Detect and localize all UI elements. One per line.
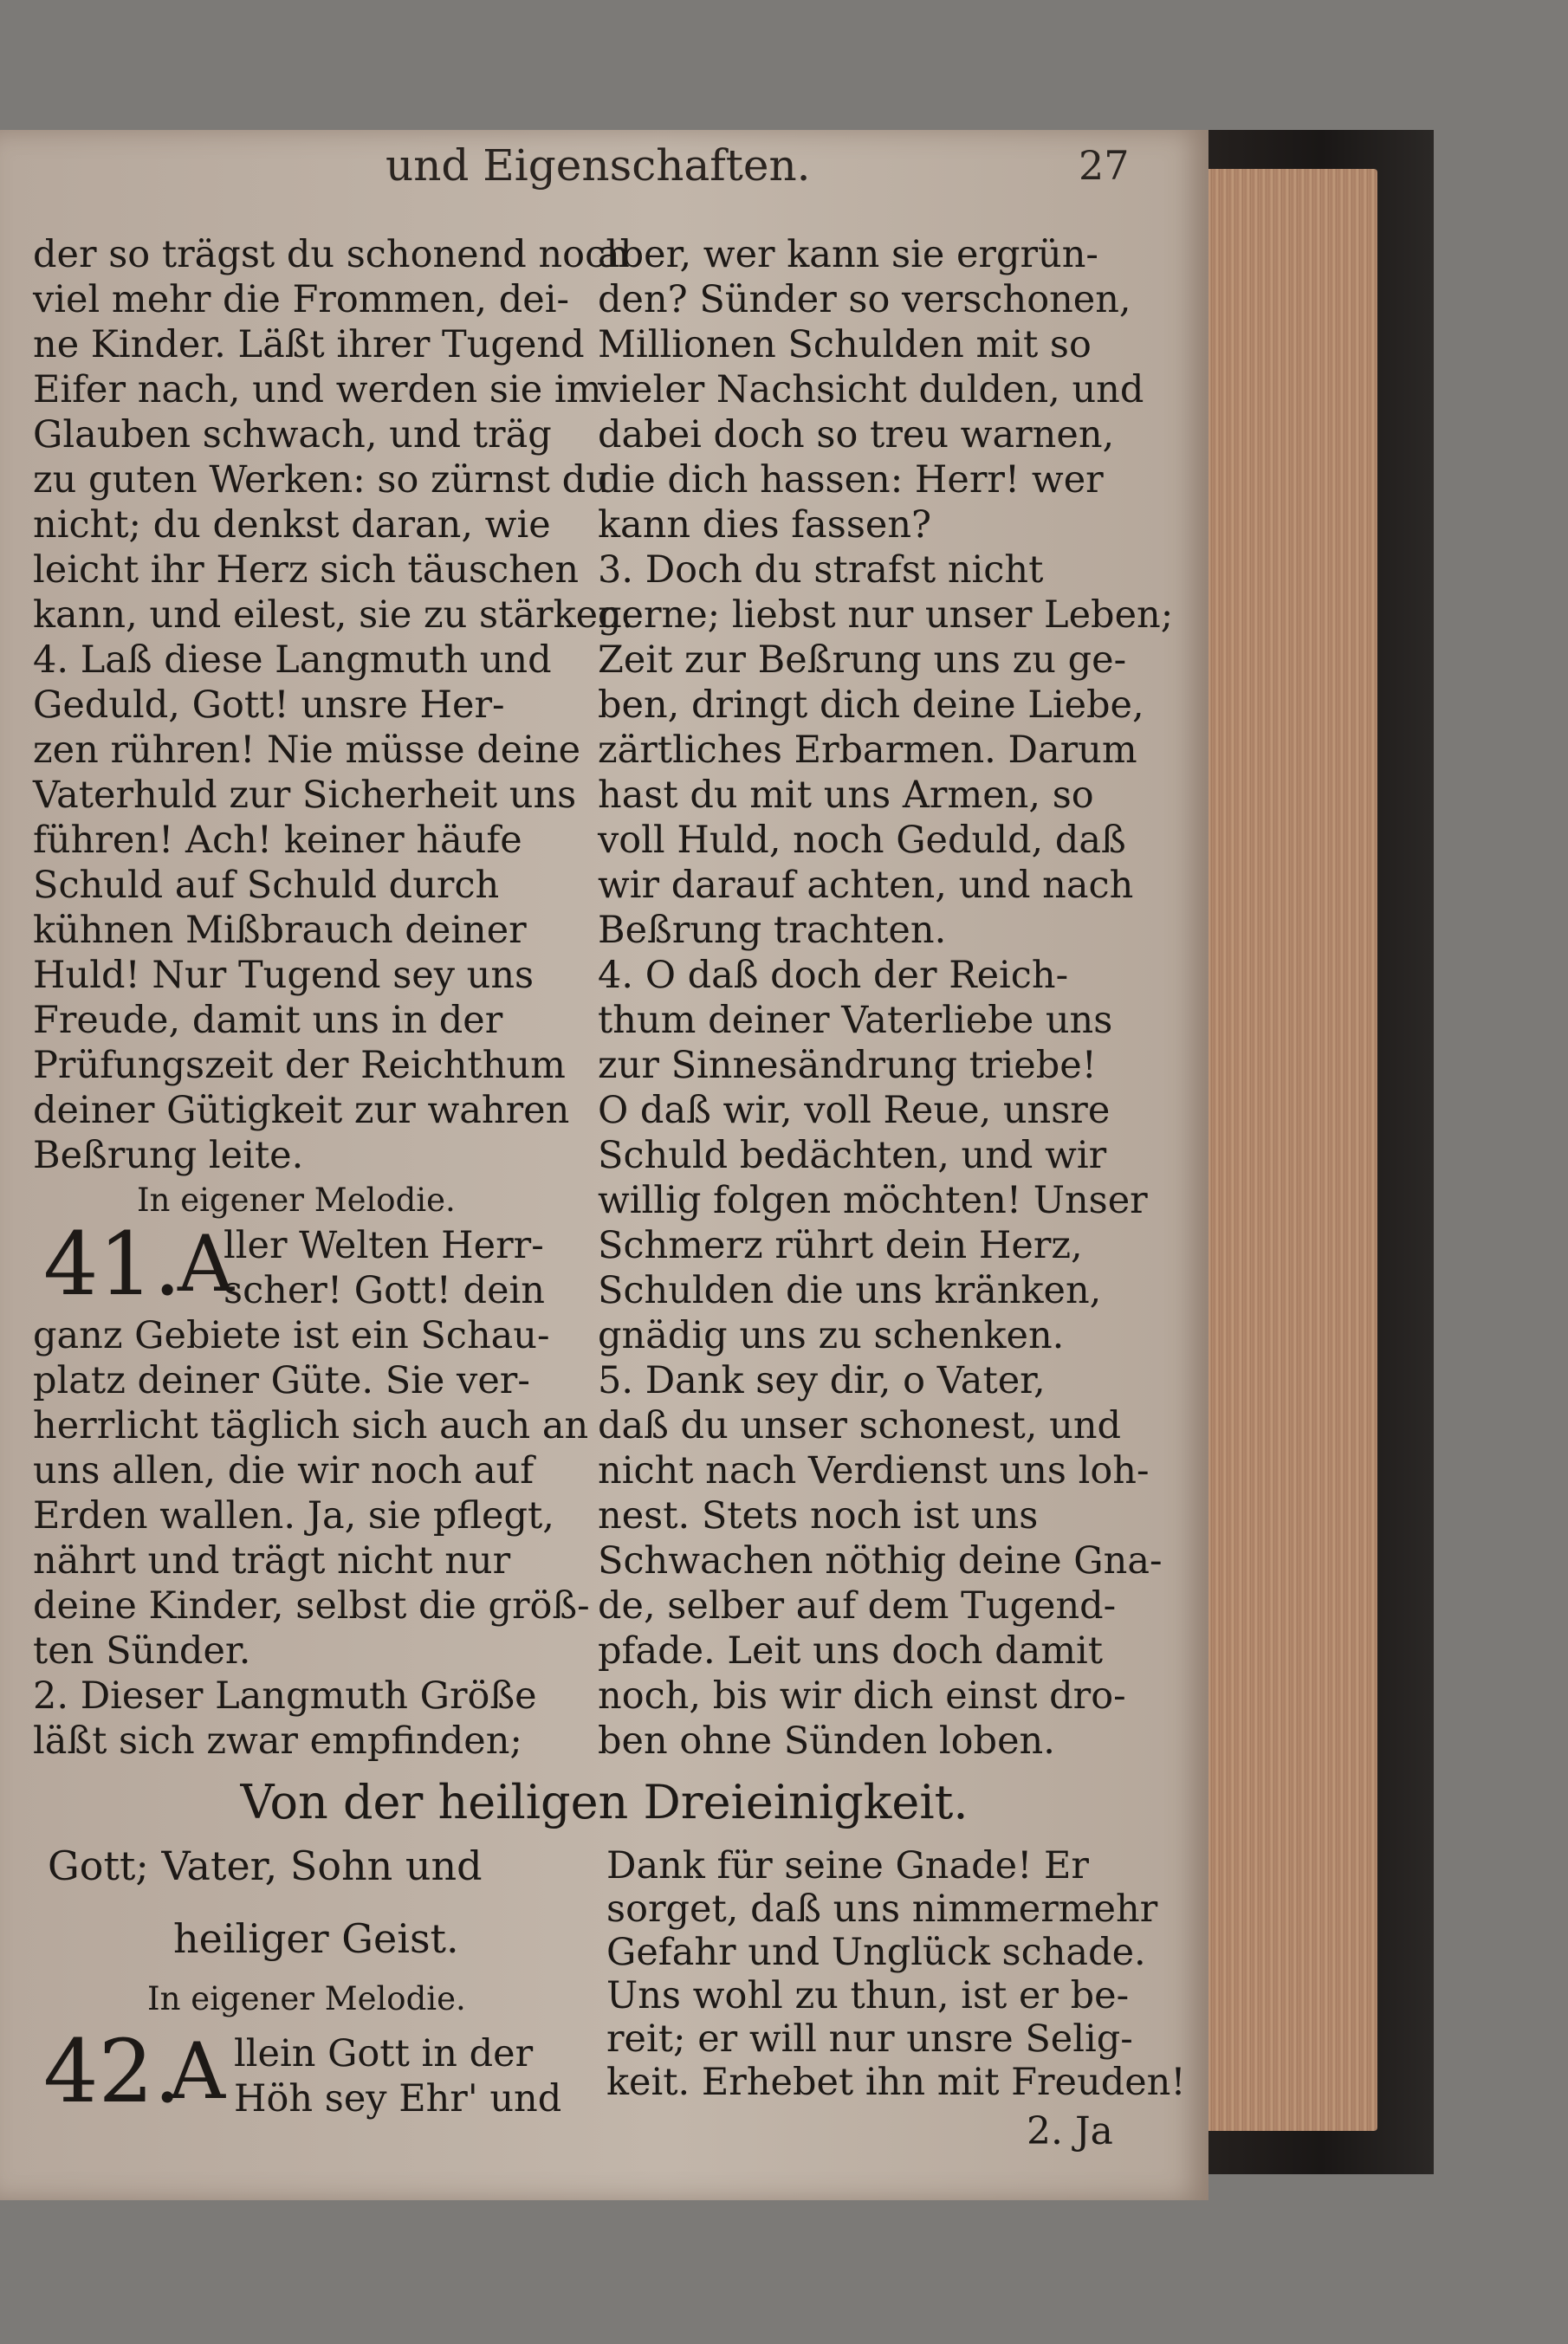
left-column-line: führen! Ach! keiner häufe xyxy=(33,819,522,862)
hymn-42-heading-line-1: Gott; Vater, Sohn und xyxy=(48,1842,483,1889)
right-bottom-line: reit; er will nur unsre Selig- xyxy=(606,2017,1133,2061)
right-column-line: dabei doch so treu warnen, xyxy=(598,413,1115,456)
right-column-line: de, selber auf dem Tugend- xyxy=(598,1584,1117,1628)
right-column-line: vieler Nachsicht dulden, und xyxy=(598,368,1144,411)
right-column-line: zärtliches Erbarmen. Darum xyxy=(598,728,1137,772)
right-column-line: voll Huld, noch Geduld, daß xyxy=(598,819,1126,862)
right-column-line: ben ohne Sünden loben. xyxy=(598,1719,1055,1763)
right-column-line: 3. Doch du strafst nicht xyxy=(598,548,1044,592)
right-column-line: den? Sünder so verschonen, xyxy=(598,278,1131,321)
right-column-line: die dich hassen: Herr! wer xyxy=(598,458,1104,502)
left-column-line: Prüfungszeit der Reichthum xyxy=(33,1044,566,1087)
right-column-line: pfade. Leit uns doch damit xyxy=(598,1629,1104,1673)
left-column-line: Huld! Nur Tugend sey uns xyxy=(33,954,535,997)
right-column-line: Beßrung trachten. xyxy=(598,909,947,952)
left-column-line: uns allen, die wir noch auf xyxy=(33,1449,535,1493)
left-column-line: 4. Laß diese Langmuth und xyxy=(33,638,552,682)
right-column-line: zur Sinnesändrung triebe! xyxy=(598,1044,1097,1087)
left-column-line: 2. Dieser Langmuth Größe xyxy=(33,1674,537,1718)
left-column-line: platz deiner Güte. Sie ver- xyxy=(33,1359,530,1402)
left-column-line: nährt und trägt nicht nur xyxy=(33,1539,511,1583)
hymn-41-initial: A xyxy=(178,1219,234,1310)
right-column-line: Schulden die uns kränken, xyxy=(598,1269,1102,1312)
left-column-line: ne Kinder. Läßt ihrer Tugend xyxy=(33,323,585,366)
right-column-line: kann dies fassen? xyxy=(598,503,932,547)
right-column-line: 4. O daß doch der Reich- xyxy=(598,954,1069,997)
left-column-line: zen rühren! Nie müsse deine xyxy=(33,728,581,772)
right-column-line: Zeit zur Beßrung uns zu ge- xyxy=(598,638,1127,682)
left-column-line: der so trägst du schonend noch xyxy=(33,233,630,276)
right-column-line: gerne; liebst nur unser Leben; xyxy=(598,593,1174,637)
hymn-42-line-2: Höh sey Ehr' und xyxy=(234,2077,562,2121)
left-column-line: In eigener Melodie. xyxy=(137,1182,456,1219)
right-column-line: Schuld bedächten, und wir xyxy=(598,1134,1107,1177)
right-column-line: wir darauf achten, und nach xyxy=(598,864,1134,907)
left-column-line: ganz Gebiete ist ein Schau- xyxy=(33,1314,550,1357)
left-column-line: Schuld auf Schuld durch xyxy=(33,864,500,907)
hymn-42-number: 42. xyxy=(43,2021,182,2122)
left-column-line: Geduld, Gott! unsre Her- xyxy=(33,683,505,727)
right-column-line: daß du unser schonest, und xyxy=(598,1404,1122,1447)
section-title: Von der heiligen Dreieinigkeit. xyxy=(240,1775,969,1829)
left-column-line: leicht ihr Herz sich täuschen xyxy=(33,548,580,592)
right-bottom-line: sorget, daß uns nimmermehr xyxy=(606,1888,1158,1931)
right-bottom-line: keit. Erhebet ihn mit Freuden! xyxy=(606,2061,1186,2104)
left-column-line: herrlicht täglich sich auch an xyxy=(33,1404,589,1447)
page-edges xyxy=(1204,169,1377,2131)
left-column-line: zu guten Werken: so zürnst du xyxy=(33,458,610,502)
left-column-line: Beßrung leite. xyxy=(33,1134,304,1177)
right-column-line: O daß wir, voll Reue, unsre xyxy=(598,1089,1111,1132)
left-column xyxy=(33,232,633,1764)
left-column-line: ller Welten Herr- xyxy=(224,1224,544,1267)
left-column-line: Glauben schwach, und träg xyxy=(33,413,552,456)
left-column-line: kann, und eilest, sie zu stärken. xyxy=(33,593,634,637)
right-column-line: Millionen Schulden mit so xyxy=(598,323,1092,366)
hymn-42-initial: A xyxy=(169,2026,225,2117)
right-column-line: ben, dringt dich deine Liebe, xyxy=(598,683,1144,727)
catchword: 2. Ja xyxy=(1027,2109,1113,2153)
left-column-line: deiner Gütigkeit zur wahren xyxy=(33,1089,570,1132)
right-column-line: nest. Stets noch ist uns xyxy=(598,1494,1039,1538)
running-title: und Eigenschaften. xyxy=(386,140,811,191)
hymn-42-heading-line-2: heiliger Geist. xyxy=(173,1915,459,1962)
left-column-line: Vaterhuld zur Sicherheit uns xyxy=(33,774,577,817)
right-column-line: Schwachen nöthig deine Gna- xyxy=(598,1539,1163,1583)
right-column-line: gnädig uns zu schenken. xyxy=(598,1314,1065,1357)
right-column-line: willig folgen möchten! Unser xyxy=(598,1179,1148,1222)
right-column-line: nicht nach Verdienst uns loh- xyxy=(598,1449,1150,1493)
right-column xyxy=(598,232,1173,1764)
right-bottom-line: Uns wohl zu thun, ist er be- xyxy=(606,1974,1130,2017)
left-column-line: scher! Gott! dein xyxy=(224,1269,545,1312)
right-bottom-line: Dank für seine Gnade! Er xyxy=(606,1844,1089,1888)
left-column-line: viel mehr die Frommen, dei- xyxy=(33,278,570,321)
right-bottom-line: Gefahr und Unglück schade. xyxy=(606,1931,1146,1974)
hymn-41-number: 41. xyxy=(43,1214,182,1315)
right-column-line: hast du mit uns Armen, so xyxy=(598,774,1094,817)
right-column-line: Schmerz rührt dein Herz, xyxy=(598,1224,1083,1267)
left-column-line: nicht; du denkst daran, wie xyxy=(33,503,551,547)
hymn-42-line-1: llein Gott in der xyxy=(234,2032,534,2075)
left-column-line: Erden wallen. Ja, sie pflegt, xyxy=(33,1494,554,1538)
left-column-line: läßt sich zwar empfinden; xyxy=(33,1719,522,1763)
right-column-line: 5. Dank sey dir, o Vater, xyxy=(598,1359,1046,1402)
left-column-line: Eifer nach, und werden sie im xyxy=(33,368,602,411)
left-column-line: kühnen Mißbrauch deiner xyxy=(33,909,527,952)
left-column-line: Freude, damit uns in der xyxy=(33,999,503,1042)
page-number: 27 xyxy=(1079,142,1130,189)
right-column-line: noch, bis wir dich einst dro- xyxy=(598,1674,1126,1718)
right-bottom-column xyxy=(606,1843,1186,2103)
left-column-line: deine Kinder, selbst die größ- xyxy=(33,1584,590,1628)
right-column-line: aber, wer kann sie ergrün- xyxy=(598,233,1098,276)
left-column-line: ten Sünder. xyxy=(33,1629,251,1673)
hymn-42-melody: In eigener Melodie. xyxy=(147,1980,466,2017)
right-column-line: thum deiner Vaterliebe uns xyxy=(598,999,1113,1042)
